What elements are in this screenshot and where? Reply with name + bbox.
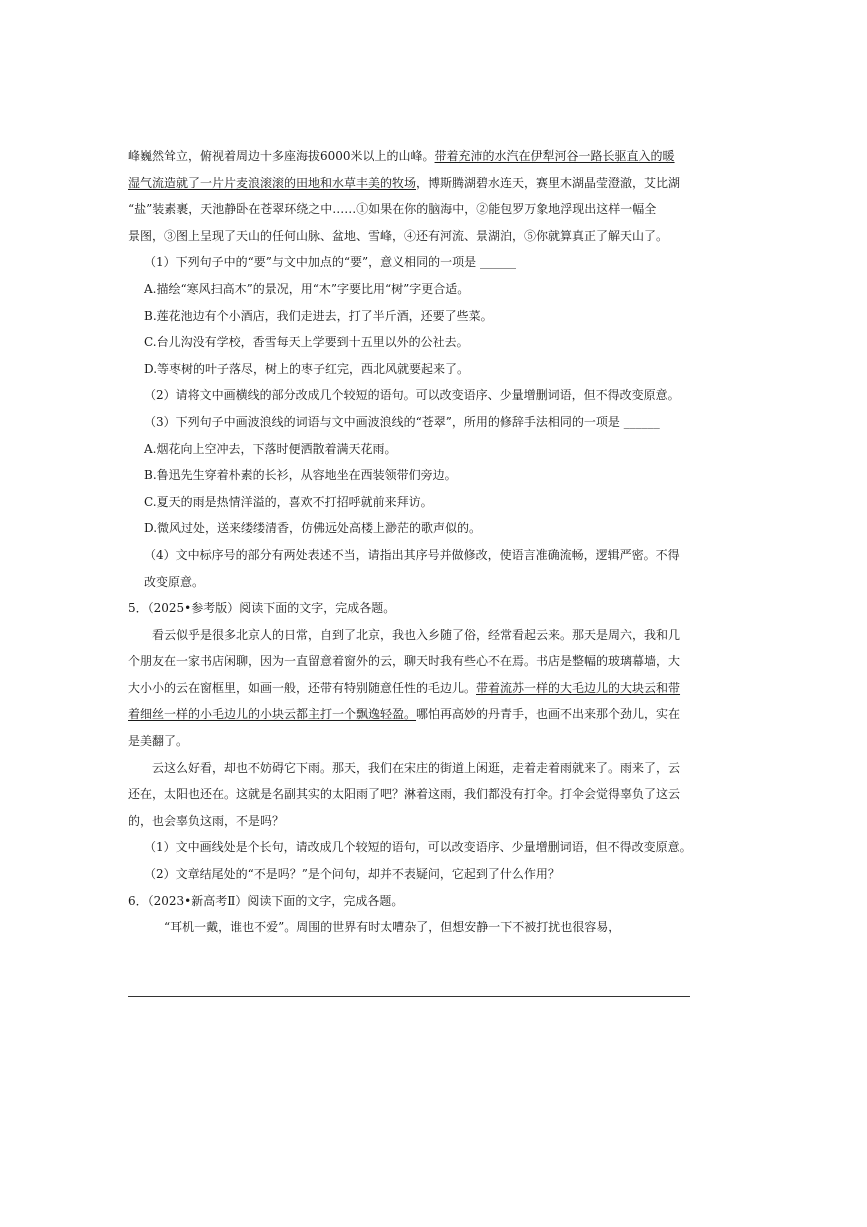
option-a: A.烟花向上空冲去，下落时便洒散着满天花雨。 [144,441,397,456]
passage-text: ，博斯腾湖碧水连天，赛里木湖晶莹澄澈，艾比湖 [416,175,681,190]
question-4-3: （3）下列句子中画波浪线的词语与文中画波浪线的“苍翠”，所用的修辞手法相同的一项是 ______ [144,414,660,429]
passage-line: “盐”装素裹，天池静卧在苍翠环绕之中……①如果在你的脑海中，②能包罗万象地浮现出这样一幅全 [128,202,657,217]
passage-line [128,143,692,170]
question-5-1: （1）文中画线处是个长句，请改成几个较短的语句，可以改变语序、少量增删词语，但不得改变原意。 [144,840,692,855]
underlined-text: 带着充沛的水汽在伊犁河谷一路长驱直入的暖 [434,149,675,163]
passage-text: 大小小的云在窗框里，如画一般，还带有特别随意任性的毛边儿。 [128,680,477,695]
passage-line: 看云似乎是很多北京人的日常，自到了北京，我也入乡随了俗，经常看起云来。那天是周六，我和几 [152,627,681,642]
question-4-4: （4）文中标序号的部分有两处表述不当，请指出其序号并做修改，使语言准确流畅，逻辑严密。不得 [144,547,680,562]
passage-line [128,675,692,702]
option-c: C.夏天的雨是热情洋溢的，喜欢不打招呼就前来拜访。 [144,494,433,509]
option-b: B.鲁迅先生穿着朴素的长衫，从容地坐在西装领带们旁边。 [144,468,457,483]
passage-text: 哪怕再高妙的丹青手，也画不出来那个劲儿，实在 [416,707,681,722]
passage-line: 是美翻了。 [128,734,189,749]
option-b: B.莲花池边有个小酒店，我们走进去，打了半斤酒，还要了些菜。 [144,308,493,323]
question-4-2: （2）请将文中画横线的部分改成几个较短的语句。可以改变语序、少量增删词语，但不得改变原意。 [144,388,680,403]
item-6-heading: 6．（2023•新高考Ⅱ）阅读下面的文字，完成各题。 [128,893,404,908]
question-4-1: （1）下列句子中的“要”与文中加点的“要”，意义相同的一项是 ______ [144,255,516,270]
passage-text: 峰巍然耸立，俯视着周边十多座海拔6000米以上的山峰。 [128,149,435,163]
passage-line: 还在，太阳也还在。这就是名副其实的太阳雨了吧？淋着这雨，我们都没有打伞。打伞会觉得辜负了这云 [128,787,681,802]
item-5-heading: 5．（2025•参考版）阅读下面的文字，完成各题。 [128,601,396,616]
option-c: C.台儿沟没有学校，香雪每天上学要到十五里以外的公社去。 [144,335,469,350]
underlined-text: 湿气流造就了一片片麦浪滚滚的田地和水草丰美的牧场 [128,175,417,190]
question-4-4-cont: 改变原意。 [144,574,205,589]
passage-line: 个朋友在一家书店闲聊，因为一直留意着窗外的云，聊天时我有些心不在焉。书店是整幅的玻璃幕墙，大 [128,654,681,669]
passage-line: 景图，③图上呈现了天山的任何山脉、盆地、雪峰，④还有河流、景湖泊，⑤你就算真正了解天山了。 [128,228,669,243]
passage-line: “耳机一戴，谁也不爱”。周围的世界有时太嘈杂了，但想安静一下不被打扰也很容易， [164,920,621,935]
passage-line: 云这么好看，却也不妨碍它下雨。那天，我们在宋庄的街道上闲逛，走着走着雨就来了。雨来了，云 [152,760,681,775]
passage-line [128,701,692,728]
underlined-text: 带着流苏一样的大毛边儿的大块云和带 [476,680,681,695]
page-divider [128,996,690,997]
underlined-text: 着细丝一样的小毛边儿的小块云都主打一个飘逸轻盈。 [128,707,417,722]
option-d: D.等枣树的叶子落尽，树上的枣子红完，西北风就要起来了。 [144,361,470,376]
option-a: A.描绘“寒风扫高木”的景况，用“木”字要比用“树”字更合适。 [144,281,470,296]
page-content [128,143,692,941]
question-5-2: （2）文章结尾处的“不是吗？”是个问句，却并不表疑问，它起到了什么作用？ [144,867,560,882]
option-d: D.微风过处，送来缕缕清香，仿佛远处高楼上渺茫的歌声似的。 [144,521,482,536]
passage-line [128,170,692,197]
passage-line: 的，也会辜负这雨，不是吗？ [128,813,285,828]
